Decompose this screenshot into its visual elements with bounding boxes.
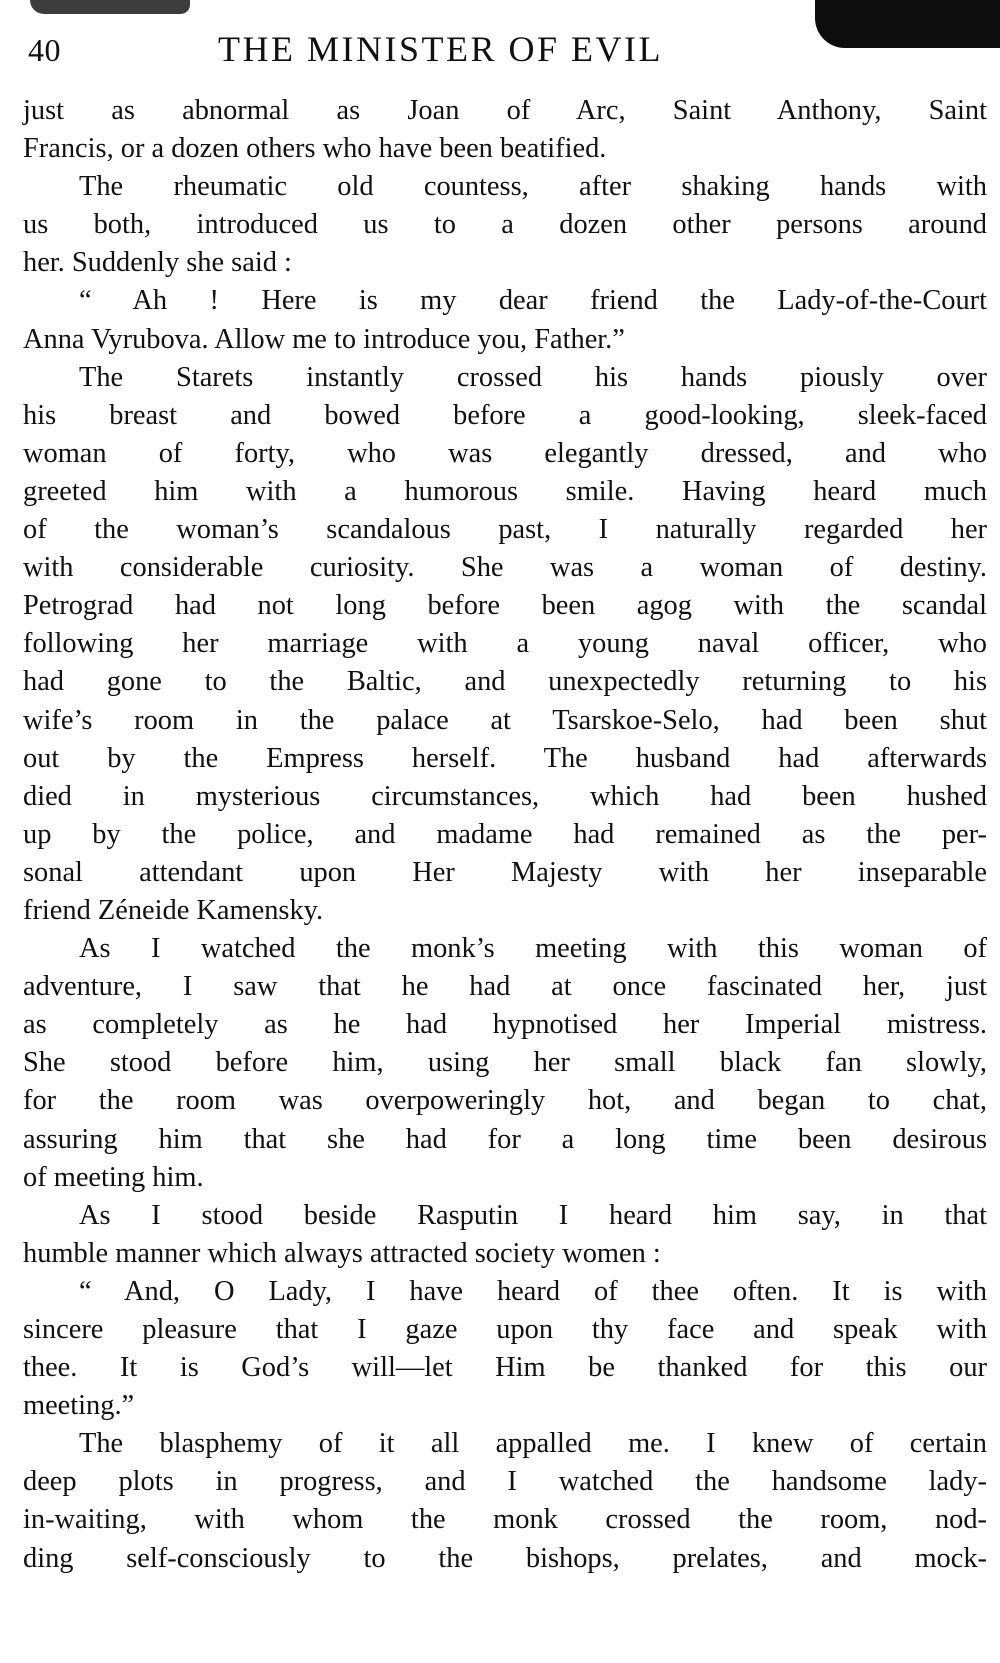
text-line: out by the Empress herself. The husband had afterwards bbox=[23, 742, 987, 774]
text-line: As I stood beside Rasputin I heard him say, in that bbox=[79, 1199, 987, 1231]
text-line: her. Suddenly she said : bbox=[23, 247, 292, 279]
body-text bbox=[23, 92, 987, 1578]
text-line: his breast and bowed before a good-looking, sleek-faced bbox=[23, 399, 987, 431]
text-line: woman of forty, who was elegantly dressed, and who bbox=[23, 437, 987, 469]
text-line: us both, introduced us to a dozen other persons around bbox=[23, 209, 987, 241]
text-line: The Starets instantly crossed his hands piously over bbox=[79, 361, 987, 393]
text-line: up by the police, and madame had remained as the per- bbox=[23, 818, 987, 850]
text-line: friend Zéneide Kamensky. bbox=[23, 894, 324, 926]
text-line: of the woman’s scandalous past, I naturally regarded her bbox=[23, 514, 987, 546]
text-line: as completely as he had hypnotised her Imperial mistress. bbox=[23, 1009, 987, 1041]
text-line: deep plots in progress, and I watched the handsome lady- bbox=[23, 1466, 987, 1498]
text-line: sonal attendant upon Her Majesty with her inseparable bbox=[23, 856, 987, 888]
text-line: The rheumatic old countess, after shaking hands with bbox=[79, 171, 987, 203]
text-line: As I watched the monk’s meeting with this woman of bbox=[79, 933, 987, 965]
text-line: assuring him that she had for a long time been desirous bbox=[23, 1123, 987, 1155]
text-line: sincere pleasure that I gaze upon thy face and speak with bbox=[23, 1314, 987, 1345]
text-line: “ And, O Lady, I have heard of thee often. It is with bbox=[79, 1275, 987, 1307]
text-line: meeting.” bbox=[23, 1390, 135, 1422]
text-line: with considerable curiosity. She was a woman of destiny. bbox=[23, 552, 987, 584]
text-line: She stood before him, using her small black fan slowly, bbox=[23, 1047, 987, 1079]
text-line: wife’s room in the palace at Tsarskoe-Selo, had been shut bbox=[23, 704, 987, 736]
scan-shadow-mark bbox=[30, 0, 190, 14]
text-line: humble manner which always attracted society women : bbox=[23, 1237, 661, 1269]
running-title: THE MINISTER OF EVIL bbox=[218, 29, 663, 69]
page-number: 40 bbox=[28, 32, 61, 68]
text-line: just as abnormal as Joan of Arc, Saint Anthony, Saint bbox=[23, 95, 987, 126]
text-line: of meeting him. bbox=[23, 1161, 204, 1193]
text-line: Petrograd had not long before been agog with the scandal bbox=[23, 590, 987, 622]
text-line: for the room was overpoweringly hot, and began to chat, bbox=[23, 1085, 987, 1117]
text-line: Francis, or a dozen others who have been beatified. bbox=[23, 133, 607, 165]
text-line: following her marriage with a young naval officer, who bbox=[23, 628, 987, 660]
text-line: adventure, I saw that he had at once fascinated her, just bbox=[23, 971, 987, 1003]
text-line: “ Ah ! Here is my dear friend the Lady-of-the-Court bbox=[79, 285, 987, 317]
text-line: had gone to the Baltic, and unexpectedly returning to his bbox=[23, 666, 987, 698]
running-header bbox=[28, 28, 988, 78]
text-line: The blasphemy of it all appalled me. I knew of certain bbox=[79, 1428, 987, 1460]
text-line: died in mysterious circumstances, which had been hushed bbox=[23, 780, 987, 812]
text-line: Anna Vyrubova. Allow me to introduce you, Father.” bbox=[23, 323, 625, 355]
text-line: thee. It is God’s will—let Him be thanked for this our bbox=[23, 1352, 987, 1384]
text-line: ding self-consciously to the bishops, prelates, and mock- bbox=[23, 1542, 987, 1574]
text-line: greeted him with a humorous smile. Having heard much bbox=[23, 475, 987, 507]
text-line: in-waiting, with whom the monk crossed the room, nod- bbox=[23, 1504, 987, 1536]
